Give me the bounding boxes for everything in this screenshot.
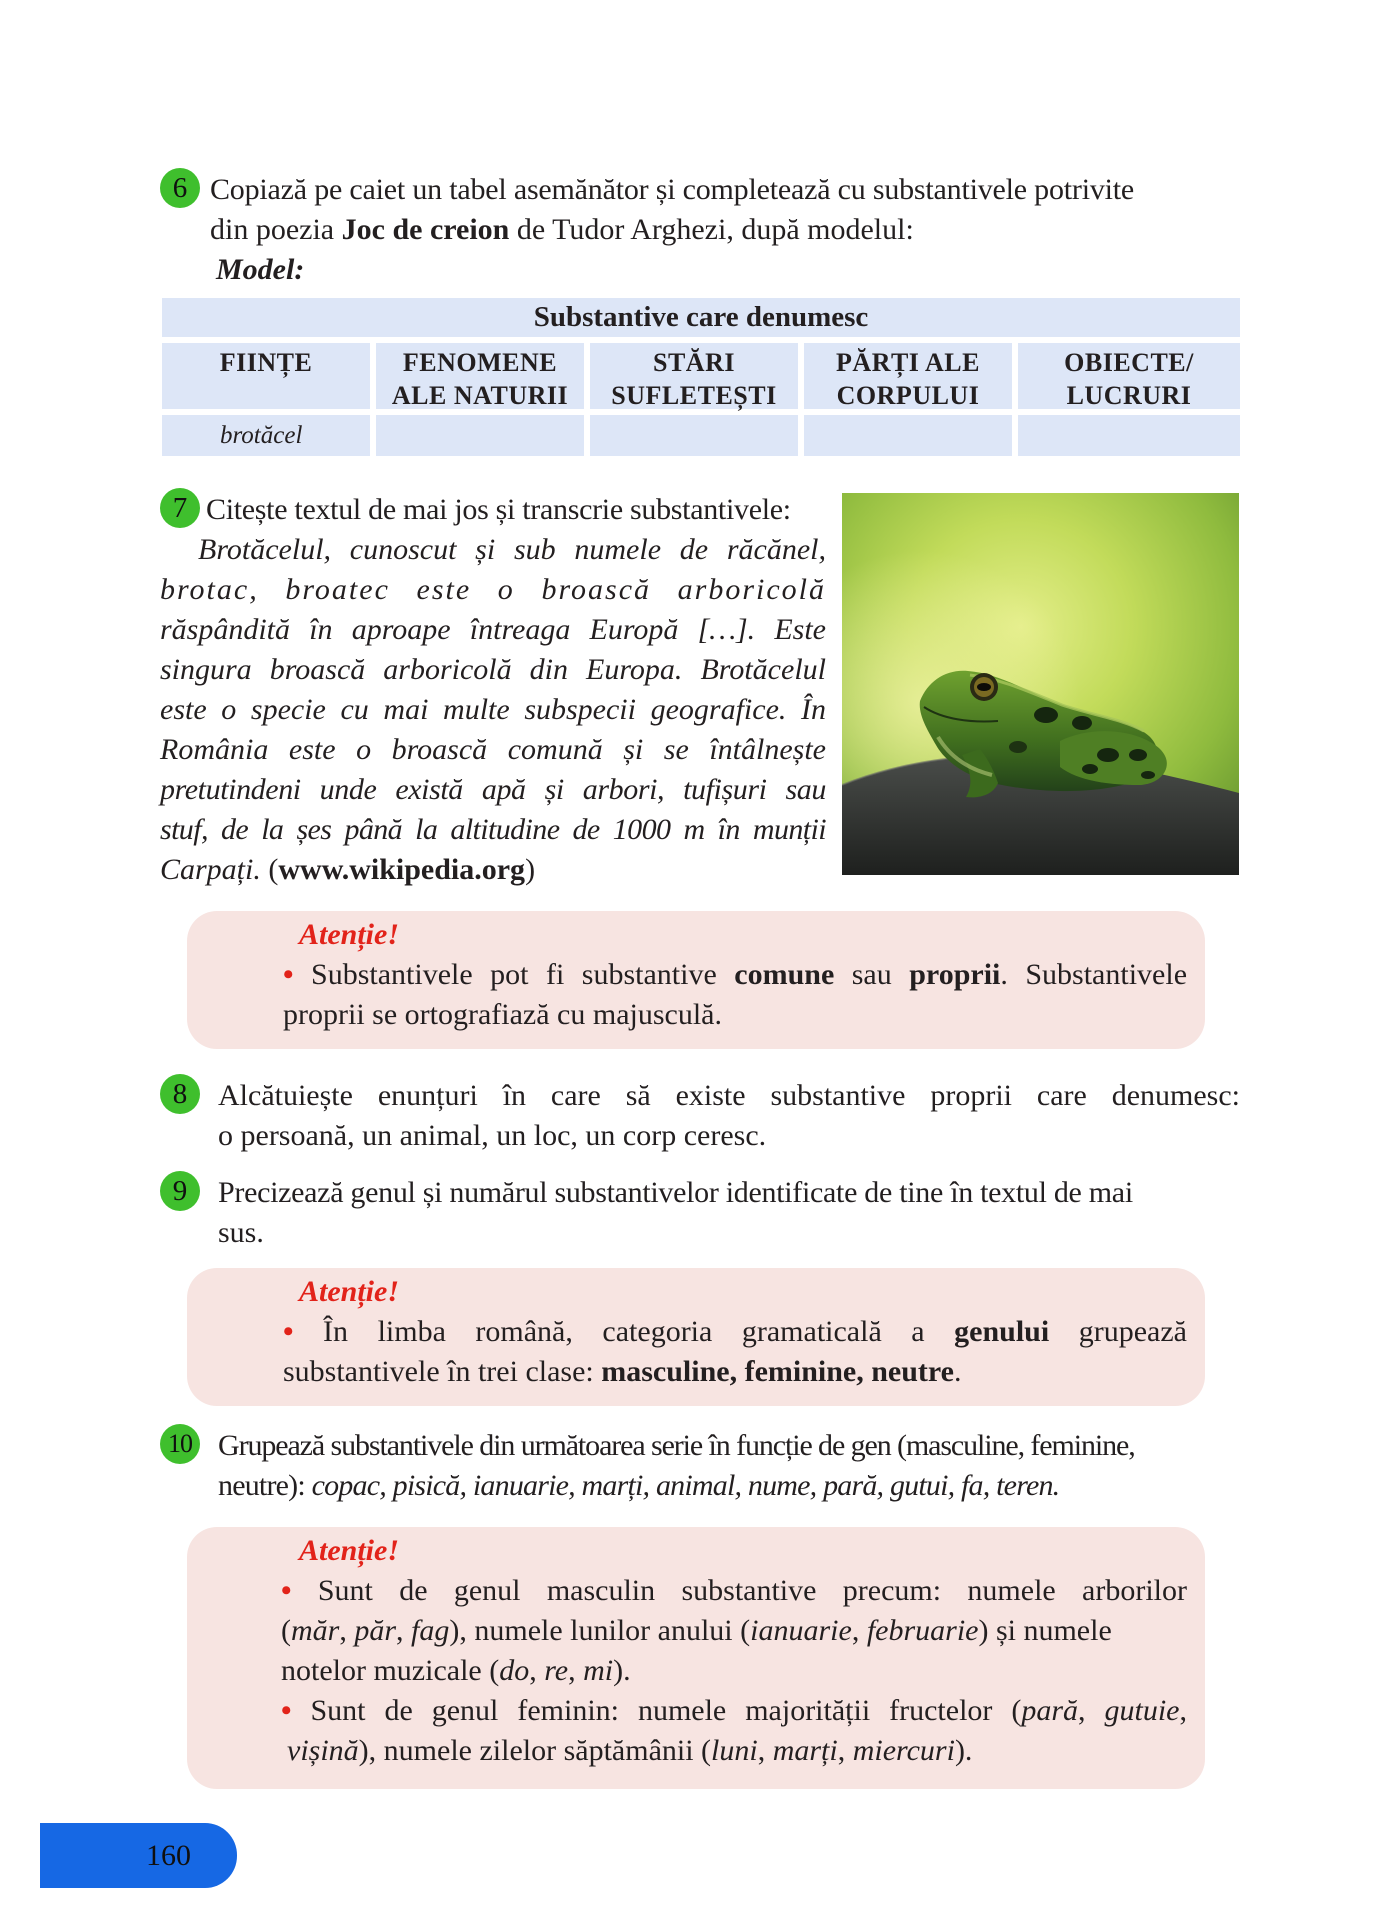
header-line: FENOMENE <box>402 348 558 377</box>
example: miercuri <box>852 1734 955 1767</box>
noun-series: copac, pisică, ianuarie, marți, animal, nume, pară, gutui, fa, teren. <box>311 1469 1060 1502</box>
text-fragment: , <box>837 1734 853 1767</box>
callout-line: proprii se ortografiază cu majusculă. <box>283 998 722 1031</box>
exercise-8-number: 8 <box>160 1074 200 1114</box>
example: februarie <box>866 1614 979 1647</box>
text-line: pretutindeni unde există apă și arbori, tufișuri sau <box>160 773 826 806</box>
attention-callout-3 <box>187 1527 1205 1789</box>
text-fragment: ( <box>281 1614 291 1647</box>
text-fragment: sau <box>834 958 910 991</box>
term-comune: comune <box>734 958 835 991</box>
text-fragment: , <box>396 1614 412 1647</box>
table-header-parti <box>804 343 1012 409</box>
text-fragment: neutre): <box>218 1469 312 1502</box>
term-genului: genului <box>954 1315 1050 1348</box>
table-empty-cell <box>1018 415 1240 456</box>
callout-line <box>281 1571 1187 1611</box>
text-fragment: Sunt de genul masculin substantive precum: numele arborilor <box>317 1574 1187 1607</box>
attention-title: Atenție! <box>299 1534 400 1567</box>
attention-title: Atenție! <box>299 1275 400 1308</box>
callout-line <box>283 955 1187 995</box>
text-fragment: Substantivele pot fi substantive <box>311 958 735 991</box>
callout-line <box>281 1691 1187 1731</box>
term-proprii: proprii <box>909 958 1001 991</box>
gender-classes: masculine, feminine, neutre <box>601 1355 954 1388</box>
table-header-fiinte <box>162 343 370 409</box>
bullet-icon: • <box>281 1694 292 1727</box>
text-fragment: , <box>757 1734 773 1767</box>
text-line-last <box>160 850 826 890</box>
table-header-stari <box>590 343 798 409</box>
model-label: Model: <box>216 253 305 286</box>
example: fag <box>411 1614 450 1647</box>
frog-icon <box>842 493 1239 875</box>
text-fragment: , <box>339 1614 355 1647</box>
text-fragment: , <box>1179 1694 1188 1727</box>
exercise-9-line1: Precizează genul și numărul substantivelor identificate de tine în textul de mai <box>218 1176 1133 1209</box>
header-line: STĂRI <box>653 348 735 377</box>
bullet-icon: • <box>283 958 294 991</box>
example: măr <box>291 1614 340 1647</box>
text-fragment: ). <box>954 1734 973 1767</box>
example: pară <box>1021 1694 1079 1727</box>
callout-line <box>283 1312 1187 1352</box>
example: gutuie <box>1104 1694 1180 1727</box>
exercise-9-line2: sus. <box>218 1216 264 1249</box>
example: marți <box>772 1734 838 1767</box>
header-line: SUFLETEȘTI <box>611 381 777 410</box>
table-empty-cell <box>376 415 584 456</box>
exercise-6-line2 <box>210 210 914 250</box>
exercise-10-line2 <box>218 1466 1059 1506</box>
table-example-cell: brotăcel <box>162 415 370 456</box>
callout-line <box>281 1651 1187 1691</box>
exercise-6-text-end: de Tudor Arghezi, după modelul: <box>509 213 914 246</box>
exercise-6-number: 6 <box>160 168 200 208</box>
callout-text <box>283 955 1187 1035</box>
text-fragment: , <box>568 1654 584 1687</box>
attention-callout-2 <box>187 1268 1205 1406</box>
text-line: brotac, broatec este o broască arboricolă <box>160 573 826 606</box>
header-line: CORPULUI <box>836 381 980 410</box>
text-line: răspândită în aproape întreaga Europă […]. Este <box>160 613 826 646</box>
text-fragment: . <box>954 1355 962 1388</box>
example: do <box>499 1654 530 1687</box>
table-empty-cell <box>804 415 1012 456</box>
text-fragment: În limba română, categoria gramaticală a <box>323 1315 955 1348</box>
example: păr <box>354 1614 397 1647</box>
table-header-fenomene <box>376 343 584 409</box>
text-line: România este o broască comună și se întâlnește <box>160 733 826 766</box>
text-fragment: , <box>529 1654 545 1687</box>
text-line: singura broască arboricolă din Europa. Brotăcelul <box>160 653 826 686</box>
text-fragment: . Substantivele <box>1000 958 1188 991</box>
frog-text <box>160 530 826 890</box>
callout-line <box>281 1731 1187 1771</box>
text-fragment: ( <box>260 853 279 886</box>
header-line: PĂRȚI ALE <box>836 348 980 377</box>
callout-line <box>281 1611 1187 1651</box>
example: re <box>544 1654 569 1687</box>
text-fragment: , <box>1078 1694 1105 1727</box>
text-line: Brotăcelul, cunoscut și sub numele de răcănel, <box>198 533 826 566</box>
header-line: OBIECTE/ <box>1064 348 1194 377</box>
exercise-8-line1: Alcătuiește enunțuri în care să existe substantive proprii care denumesc: <box>218 1079 1240 1112</box>
attention-callout-1 <box>187 911 1205 1049</box>
text-fragment: ), numele zilelor săptămânii ( <box>358 1734 712 1767</box>
page-number: 160 <box>146 1839 191 1872</box>
source-link[interactable]: www.wikipedia.org <box>278 853 526 886</box>
text-fragment: Carpați. <box>160 853 261 886</box>
example: luni <box>711 1734 758 1767</box>
exercise-6-text: din poezia <box>210 213 342 246</box>
text-fragment: grupează <box>1049 1315 1187 1348</box>
bullet-icon: • <box>281 1574 292 1607</box>
text-fragment: ), numele lunilor anului ( <box>449 1614 751 1647</box>
callout-line <box>283 1352 1187 1392</box>
exercise-7-number: 7 <box>160 488 200 528</box>
text-fragment: ). <box>613 1654 631 1687</box>
text-fragment: Sunt de genul feminin: numele majorității fructelor ( <box>310 1694 1022 1727</box>
text-fragment: ) <box>525 853 536 886</box>
bullet-icon: • <box>283 1315 294 1348</box>
header-line: FIINȚE <box>219 348 313 377</box>
exercise-7-instruction: Citește textul de mai jos și transcrie substantivele: <box>206 493 791 526</box>
text-line: stuf, de la șes până la altitudine de 1000 m în munții <box>160 813 826 846</box>
example: mi <box>583 1654 614 1687</box>
exercise-6-line1: Copiază pe caiet un tabel asemănător și completează cu substantivele potrivite <box>210 173 1135 206</box>
exercise-9-number: 9 <box>160 1171 200 1211</box>
example: ianuarie <box>750 1614 852 1647</box>
table-empty-cell <box>590 415 798 456</box>
exercise-8-line2: o persoană, un animal, un loc, un corp ceresc. <box>218 1119 767 1152</box>
text-fragment: substantivele în trei clase: <box>283 1355 602 1388</box>
text-line: este o specie cu mai multe subspecii geografice. În <box>160 693 826 726</box>
text-fragment: , <box>851 1614 867 1647</box>
attention-title: Atenție! <box>299 918 400 951</box>
exercise-10-number: 10 <box>160 1424 200 1464</box>
callout-text <box>281 1571 1187 1771</box>
example: vișină <box>287 1734 359 1767</box>
header-line: LUCRURI <box>1066 381 1192 410</box>
text-fragment: notelor muzicale ( <box>281 1654 500 1687</box>
page-number-tab <box>40 1823 237 1888</box>
table-header-obiecte <box>1018 343 1240 409</box>
poem-title: Joc de creion <box>341 213 510 246</box>
header-line: ALE NATURII <box>391 381 569 410</box>
exercise-10-line1: Grupează substantivele din următoarea serie în funcție de gen (masculine, feminine, <box>218 1429 1135 1462</box>
callout-text <box>283 1312 1187 1392</box>
frog-photo <box>842 493 1239 875</box>
text-fragment: ) și numele <box>978 1614 1112 1647</box>
table-title: Substantive care denumesc <box>162 298 1240 337</box>
